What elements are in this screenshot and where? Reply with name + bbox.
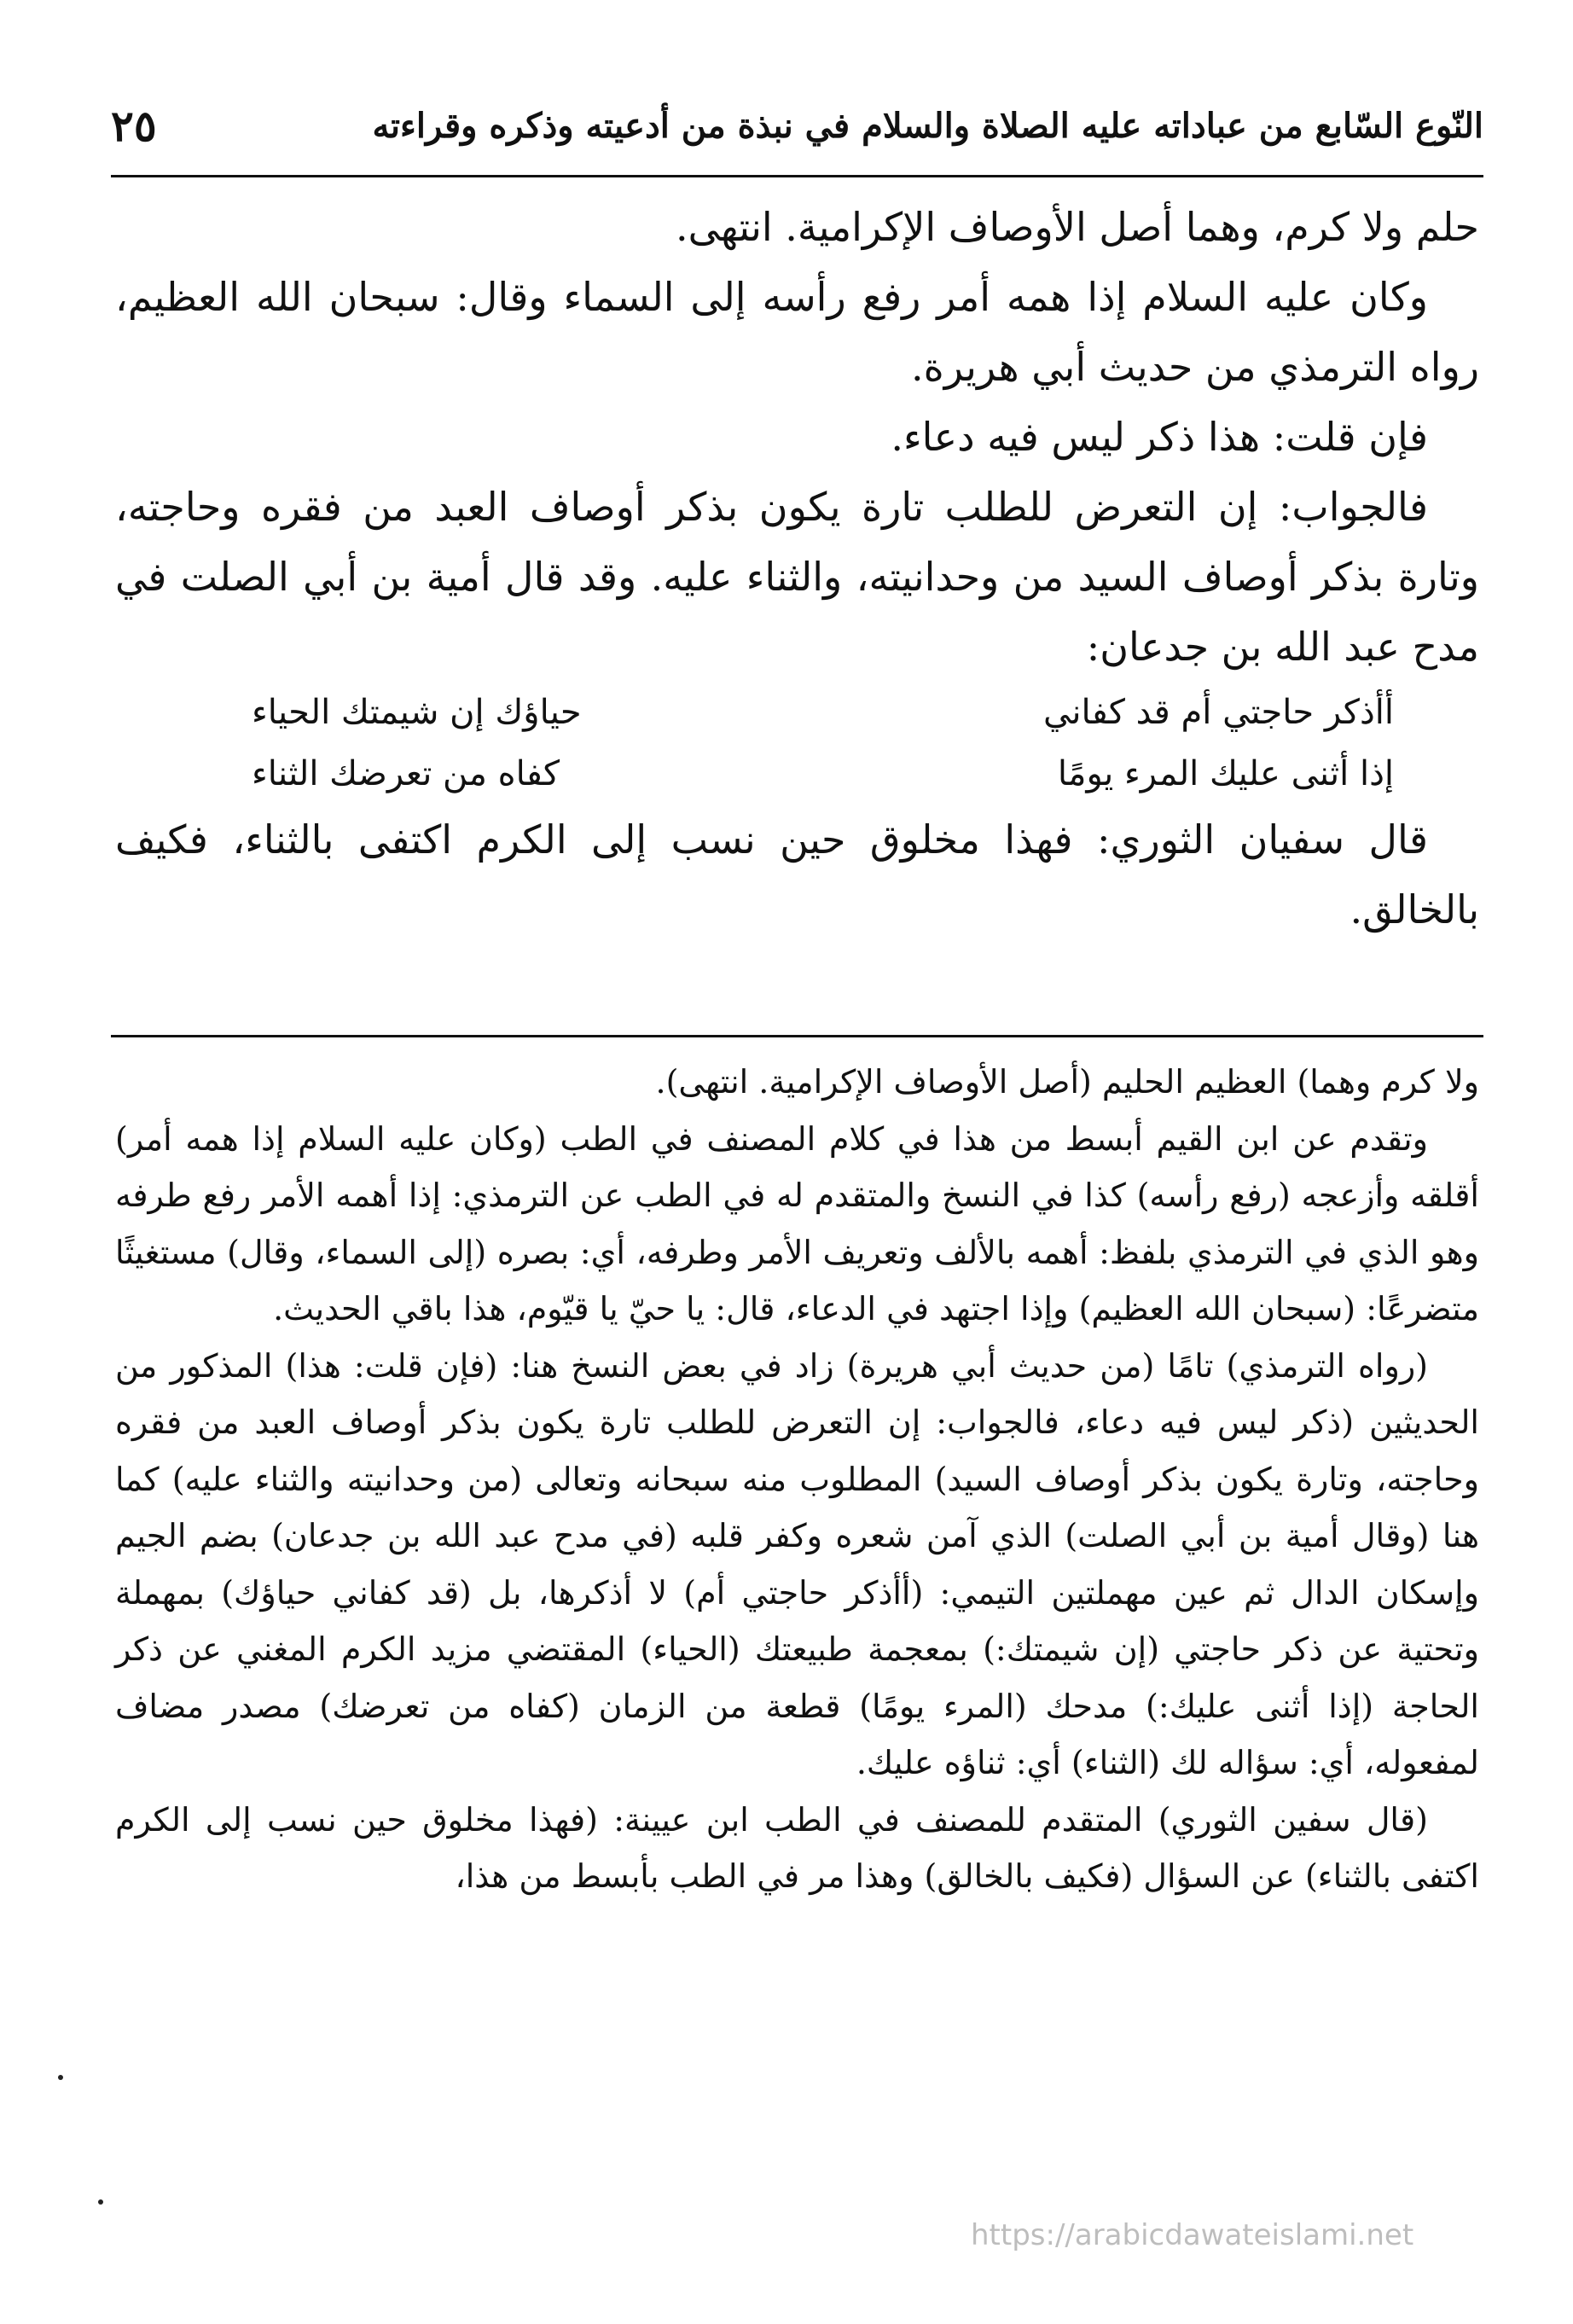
watermark: https://arabicdawateislami.net xyxy=(971,2218,1414,2252)
matn-paragraph: فالجواب: إن التعرض للطلب تارة يكون بذكر أوصاف العبد من فقره وحاجته، وتارة بذكر أوصاف السيد من وحدانيته، والثناء عليه. وقد قال أمية بن أبي الصلت في مدح عبد الله بن جدعان: xyxy=(115,484,1479,670)
commentary-paragraph: (رواه الترمذي) تامًا (من حديث أبي هريرة) زاد في بعض النسخ هنا: (فإن قلت: هذا) المذكور من الحديثين (ذكر ليس فيه دعاء، فالجواب: إن التعرض للطلب تارة يكون بذكر أوصاف العبد من فقره وحاجته، وتارة يكون بذكر أوصاف السيد) المطلوب منه سبحانه وتعالى (من وحدانيته والثناء عليه) كما هنا (وقال أمية بن أبي الصلت) الذي آمن شعره وكفر قلبه (في مدح عبد الله بن جدعان) بضم الجيم وإسكان الدال ثم عين مهملتين التيمي: (أأذكر حاجتي أم) لا أذكرها، بل (قد كفاني حياؤك) بمهملة وتحتية عن ذكر حاجتي (إن شيمتك:) بمعجمة طبيعتك (الحياء) المقتضي مزيد الكرم المغني عن ذكر الحاجة (إذا أثنى عليك:) مدحك (المرء يومًا) قطعة من الزمان (كفاه من تعرضك) مصدر مضاف لمفعوله، أي: سؤاله لك (الثناء) أي: ثناؤه عليك. xyxy=(115,1346,1479,1781)
main-text xyxy=(115,192,1479,944)
poem-verse xyxy=(115,682,1479,743)
commentary-paragraph: (قال سفين الثوري) المتقدم للمصنف في الطب ابن عيينة: (فهذا مخلوق حين نسب إلى الكرم اكتفى بالثناء) عن السؤال (فكيف بالخالق) وهذا مر في الطب بأبسط من هذا، xyxy=(115,1800,1479,1895)
scan-speck xyxy=(58,2075,63,2080)
poem-verse xyxy=(115,743,1479,805)
running-header xyxy=(111,85,1483,166)
poem-verses xyxy=(115,682,1479,805)
page-number: ٢٥ xyxy=(111,101,157,151)
header-divider xyxy=(111,175,1483,177)
commentary-paragraph: ولا كرم وهما) العظيم الحليم (أصل الأوصاف الإكرامية. انتهى). xyxy=(655,1063,1479,1101)
commentary-paragraph: وتقدم عن ابن القيم أبسط من هذا في كلام المصنف في الطب (وكان عليه السلام إذا همه أمر) أقلقه وأزعجه (رفع رأسه) كذا في النسخ والمتقدم له في الطب عن الترمذي: إذا أهمه الأمر رفع طرفه وهو الذي في الترمذي بلفظ: أهمه بالألف وتعريف الأمر وطرفه، أي: بصره (إلى السماء، وقال) مستغيثًا متضرعًا: (سبحان الله العظيم) وإذا اجتهد في الدعاء، قال: يا حيّ يا قيّوم، هذا باقي الحديث. xyxy=(115,1119,1479,1328)
matn-paragraph: وكان عليه السلام إذا همه أمر رفع رأسه إلى السماء وقال: سبحان الله العظيم، رواه الترمذي من حديث أبي هريرة. xyxy=(115,274,1479,390)
matn-paragraph: فإن قلت: هذا ذكر ليس فيه دعاء. xyxy=(891,414,1428,460)
commentary-text xyxy=(115,1054,1479,1905)
matn-paragraph: حلم ولا كرم، وهما أصل الأوصاف الإكرامية. انتهى. xyxy=(676,204,1479,250)
matn-paragraph: قال سفيان الثوري: فهذا مخلوق حين نسب إلى الكرم اكتفى بالثناء، فكيف بالخالق. xyxy=(115,816,1479,933)
verse-first-hemistich: إذا أثنى عليك المرء يومًا xyxy=(1057,754,1394,793)
verse-second-hemistich: كفاه من تعرضك الثناء xyxy=(252,754,560,793)
verse-first-hemistich: أأذكر حاجتي أم قد كفاني xyxy=(1043,693,1394,732)
commentary-divider xyxy=(111,1035,1483,1037)
scan-speck xyxy=(98,2199,103,2205)
chapter-title: النّوع السّابع من عباداته عليه الصلاة والسلام في نبذة من أدعيته وذكره وقراءته xyxy=(372,106,1483,146)
verse-second-hemistich: حياؤك إن شيمتك الحياء xyxy=(252,693,582,732)
